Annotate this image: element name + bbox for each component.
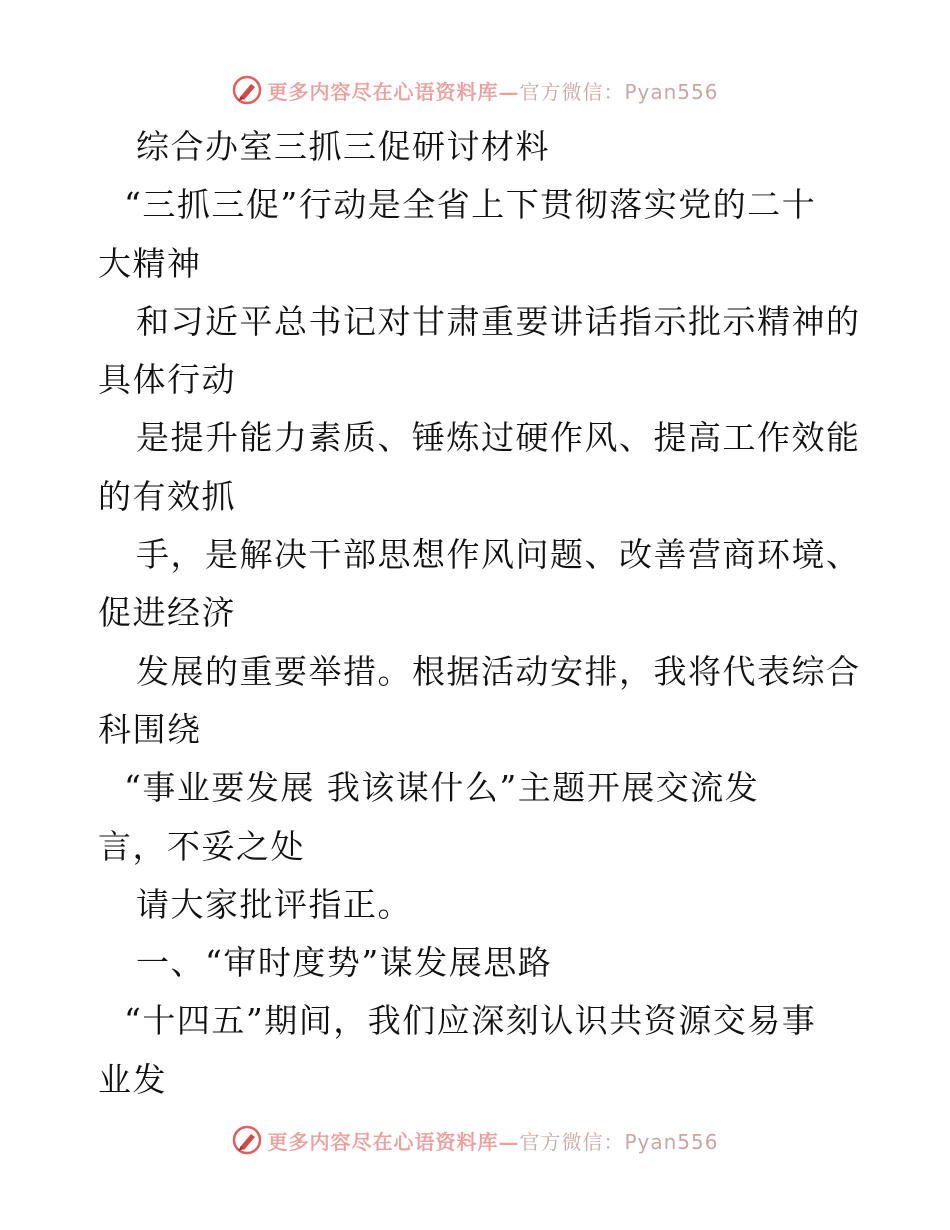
paragraph-line: “十四五”期间，我们应深刻认识共资源交易事 <box>124 1001 817 1041</box>
watermark-text: 更多内容尽在心语资料库—官方微信：Pyan556 <box>267 1129 719 1154</box>
pen-nib-icon <box>231 1124 263 1156</box>
wechat-label: 官方微信：Pyan556 <box>519 1129 719 1154</box>
document-title: 综合办室三抓三促研讨材料 <box>136 127 550 166</box>
paragraph-line: 大精神 <box>98 243 202 283</box>
header-watermark-banner <box>0 70 950 110</box>
footer-watermark-banner <box>0 1120 950 1160</box>
paragraph-line: 科围绕 <box>98 709 202 749</box>
document-body <box>98 118 861 1109</box>
paragraph-line: 发展的重要举措。根据活动安排，我将代表综合 <box>136 651 861 691</box>
paragraph-line: 的有效抓 <box>98 476 236 516</box>
paragraph-line: “事业要发展 我该谋什么”主题开展交流发 <box>124 768 760 808</box>
wechat-label: 官方微信：Pyan556 <box>519 79 719 104</box>
paragraph-line: 具体行动 <box>98 360 236 400</box>
paragraph-line: 促进经济 <box>98 593 236 633</box>
paragraph-line: 手，是解决干部思想作风问题、改善营商环境、 <box>136 535 861 575</box>
pen-nib-icon <box>231 74 263 106</box>
paragraph-line: 业发 <box>98 1059 167 1099</box>
watermark-text: 更多内容尽在心语资料库—官方微信：Pyan556 <box>267 79 719 104</box>
paragraph-line: 是提升能力素质、锤炼过硬作风、提高工作效能 <box>136 418 861 458</box>
paragraph-line: 和习近平总书记对甘肃重要讲话指示批示精神的 <box>136 301 861 341</box>
paragraph-line: 言，不妥之处 <box>98 826 305 866</box>
paragraph-line: “三抓三促”行动是全省上下贯彻落实党的二十 <box>124 185 817 225</box>
section-heading: 一、“审时度势”谋发展思路 <box>136 943 553 983</box>
paragraph-line: 请大家批评指正。 <box>136 884 412 924</box>
